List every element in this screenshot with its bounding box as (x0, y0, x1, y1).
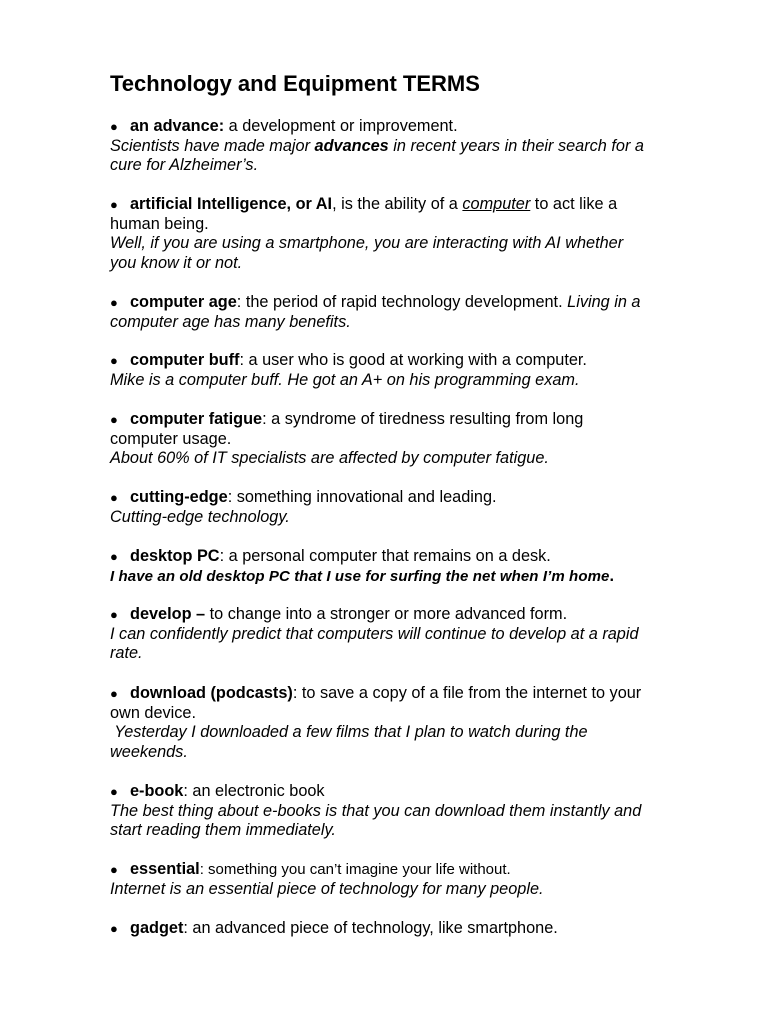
example-text: computer age has many benefits. (110, 312, 351, 331)
example-text: Yesterday I downloaded a few films that I plan to watch during the (110, 723, 588, 741)
term-definition: : an advanced piece of technology, like smartphone. (183, 919, 558, 937)
page-title: Technology and Equipment TERMS (110, 71, 480, 96)
example-text: About 60% of IT specialists are affected by computer fatigue. (110, 449, 549, 467)
definition-link-word: computer (462, 195, 531, 213)
example-text: The best thing about e-books is that you can download them instantly and (110, 801, 642, 820)
bullet-icon: ● (110, 295, 118, 310)
bullet-icon: ● (110, 197, 118, 212)
term-label: develop – (130, 605, 206, 623)
example-text: weekends. (110, 742, 188, 761)
term-entry-download (110, 684, 710, 762)
term-label: gadget (130, 919, 184, 937)
term-entry-cutting-edge (110, 488, 710, 527)
term-entry-gadget (110, 919, 710, 939)
example-text: I can confidently predict that computers will continue to develop at a rapid (110, 624, 639, 643)
example-text: rate. (110, 644, 143, 662)
term-definition: to act like a (530, 195, 618, 213)
example-text: cure for Alzheimer’s. (110, 156, 259, 174)
bullet-icon: ● (110, 607, 118, 622)
example-text: start reading them immediately. (110, 821, 336, 839)
term-definition: human being. (110, 214, 209, 233)
bullet-icon: ● (110, 412, 118, 427)
term-entry-e-book (110, 782, 710, 841)
term-label: artificial Intelligence, or AI (130, 195, 333, 213)
term-label: an advance: (130, 117, 225, 135)
term-definition: : something innovational and leading. (227, 488, 497, 506)
term-definition: computer usage. (110, 429, 232, 448)
bullet-icon: ● (110, 119, 118, 134)
bullet-icon: ● (110, 490, 118, 505)
term-label: essential (130, 860, 200, 878)
example-text: Mike is a computer buff. He got an A+ on his programming exam. (110, 370, 580, 389)
term-definition: to change into a stronger or more advanced form. (205, 605, 568, 623)
term-definition: a development or improvement. (224, 117, 458, 135)
example-text: Internet is an essential piece of technology for many people. (110, 879, 544, 898)
example-text: I have an old desktop PC that I use for surfing the net when I’m home (110, 567, 610, 585)
term-entry-computer-fatigue (110, 410, 710, 469)
bullet-icon: ● (110, 784, 118, 799)
term-definition: : a personal computer that remains on a desk. (219, 547, 551, 565)
example-text: Cutting-edge technology. (110, 507, 290, 526)
example-text: . (609, 566, 614, 585)
example-emphasis: advances (314, 136, 389, 155)
bullet-icon: ● (110, 921, 118, 936)
example-text: Scientists have made major (110, 136, 315, 155)
term-definition: own device. (110, 703, 196, 722)
bullet-icon: ● (110, 862, 118, 877)
bullet-icon: ● (110, 353, 118, 368)
term-label: computer buff (130, 351, 240, 369)
term-label: desktop PC (130, 547, 220, 565)
bullet-icon: ● (110, 686, 118, 701)
term-entry-computer-buff (110, 351, 710, 390)
term-label: e-book (130, 782, 184, 800)
term-entry-desktop-pc (110, 547, 710, 586)
term-definition: : an electronic book (183, 782, 325, 800)
term-definition: : to save a copy of a file from the internet to your (292, 684, 642, 702)
example-text: Well, if you are using a smartphone, you are interacting with AI whether (110, 234, 624, 252)
term-entry-develop (110, 605, 710, 664)
term-entry-artificial-intelligence (110, 195, 710, 273)
term-label: computer fatigue (130, 410, 263, 428)
bullet-icon: ● (110, 549, 118, 564)
term-definition: , is the ability of a (332, 195, 463, 213)
term-definition: : the period of rapid technology development. (236, 293, 568, 311)
term-definition: : a user who is good at working with a computer. (239, 351, 587, 369)
term-entry-an-advance (110, 117, 710, 176)
term-label: cutting-edge (130, 488, 228, 506)
example-text: you know it or not. (110, 253, 243, 272)
term-definition: : something you can’t imagine your life without. (199, 861, 511, 878)
term-definition: : a syndrome of tiredness resulting from long (262, 410, 584, 428)
term-label: computer age (130, 293, 237, 311)
term-entry-computer-age (110, 293, 710, 332)
example-text: Living in a (567, 293, 641, 311)
term-label: download (podcasts) (130, 684, 293, 702)
example-text: in recent years in their search for a (388, 136, 644, 155)
term-entry-essential (110, 860, 710, 899)
